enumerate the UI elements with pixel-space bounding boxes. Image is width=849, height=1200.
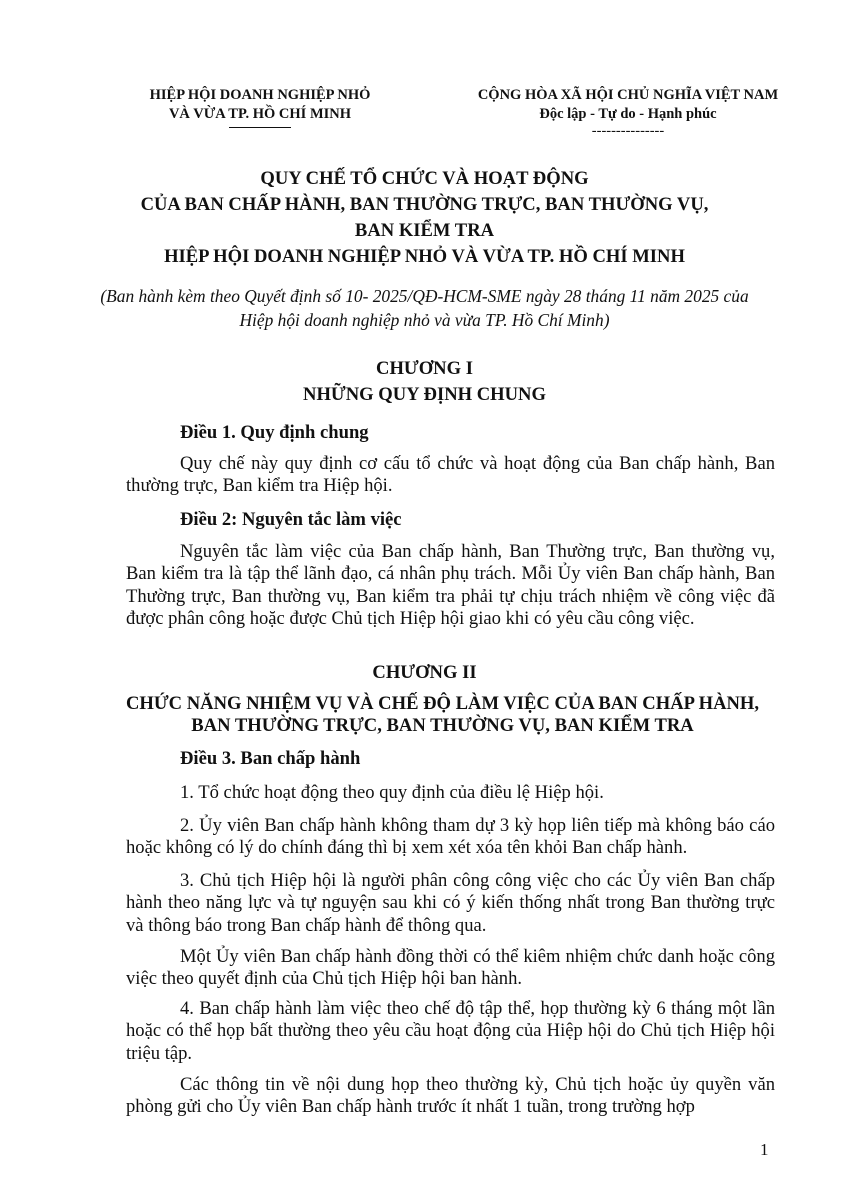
title-line4: HIỆP HỘI DOANH NGHIỆP NHỎ VÀ VỪA TP. HỒ CHÍ MINH xyxy=(164,246,685,267)
article1-heading: Điều 1. Quy định chung xyxy=(180,422,369,443)
article1-text: Quy chế này quy định cơ cấu tổ chức và hoạt động của Ban chấp hành, Ban thường trực, Ban kiểm tra Hiệp hội. xyxy=(126,453,775,497)
national-header xyxy=(448,86,808,138)
title-line3: BAN KIỂM TRA xyxy=(354,220,495,241)
organization-header xyxy=(118,86,402,128)
article3-heading: Điều 3. Ban chấp hành xyxy=(180,748,361,769)
document-subtitle: (Ban hành kèm theo Quyết định số 10- 2025/QĐ-HCM-SME ngày 28 tháng 11 năm 2025 của Hiệp hội doanh nghiệp nhỏ và vừa TP. Hồ Chí Minh) xyxy=(100,286,749,330)
chapter1-label: CHƯƠNG I xyxy=(376,358,473,379)
article3-item4-note: Các thông tin về nội dung họp theo thường kỳ, Chủ tịch hoặc ủy quyền văn phòng gửi cho Ủy viên Ban chấp hành trước ít nhất 1 tuần, trong trường hợp xyxy=(126,1074,775,1118)
document-title xyxy=(80,166,769,270)
org-underline xyxy=(229,127,291,128)
org-name-line1: HIỆP HỘI DOANH NGHIỆP NHỎ xyxy=(149,87,371,103)
org-name-line2: VÀ VỪA TP. HỒ CHÍ MINH xyxy=(168,106,352,122)
nation-separator: --------------- xyxy=(591,123,665,139)
article2-text: Nguyên tắc làm việc của Ban chấp hành, Ban Thường trực, Ban thường vụ, Ban kiểm tra là tập thể lãnh đạo, cá nhân phụ trách. Mỗi Ủy viên Ban chấp hành, Ban Thường trực, Ban thường vụ, Ban kiểm tra phải tự chịu trách nhiệm về công việc đã được phân công hoặc được Chủ tịch Hiệp hội giao khi có yêu cầu công việc. xyxy=(126,541,775,630)
article2-heading: Điều 2: Nguyên tắc làm việc xyxy=(180,509,402,530)
chapter2-name: CHỨC NĂNG NHIỆM VỤ VÀ CHẾ ĐỘ LÀM VIỆC CỦA BAN CHẤP HÀNH, BAN THƯỜNG TRỰC, BAN THƯỜNG VỤ, BAN KIỂM TRA xyxy=(125,693,760,736)
article3-item2: 2. Ủy viên Ban chấp hành không tham dự 3 kỳ họp liên tiếp mà không báo cáo hoặc không có lý do chính đáng thì bị xem xét xóa tên khỏi Ban chấp hành. xyxy=(126,815,775,859)
page-number: 1 xyxy=(760,1140,769,1159)
chapter1-name: NHỮNG QUY ĐỊNH CHUNG xyxy=(303,384,546,405)
title-line1: QUY CHẾ TỔ CHỨC VÀ HOẠT ĐỘNG xyxy=(260,168,589,189)
article3-item4: 4. Ban chấp hành làm việc theo chế độ tập thể, họp thường kỳ 6 tháng một lần hoặc có thể họp bất thường theo yêu cầu hoạt động của Hiệp hội do Chủ tịch Hiệp hội triệu tập. xyxy=(126,998,775,1064)
article3-item3-note: Một Ủy viên Ban chấp hành đồng thời có thể kiêm nhiệm chức danh hoặc công việc theo quyết định của Chủ tịch Hiệp hội ban hành. xyxy=(126,946,775,990)
chapter2-label: CHƯƠNG II xyxy=(372,662,477,683)
article3-item3: 3. Chủ tịch Hiệp hội là người phân công công việc cho các Ủy viên Ban chấp hành theo năng lực và tự nguyện sau khi có ý kiến thống nhất trong Ban thường trực và thông báo trong Ban chấp hành để thông qua. xyxy=(126,870,775,936)
nation-name: CỘNG HÒA XÃ HỘI CHỦ NGHĨA VIỆT NAM xyxy=(477,87,779,103)
nation-motto: Độc lập - Tự do - Hạnh phúc xyxy=(539,106,717,122)
title-line2: CỦA BAN CHẤP HÀNH, BAN THƯỜNG TRỰC, BAN THƯỜNG VỤ, xyxy=(140,194,709,215)
article3-item1: 1. Tổ chức hoạt động theo quy định của điều lệ Hiệp hội. xyxy=(180,782,604,803)
